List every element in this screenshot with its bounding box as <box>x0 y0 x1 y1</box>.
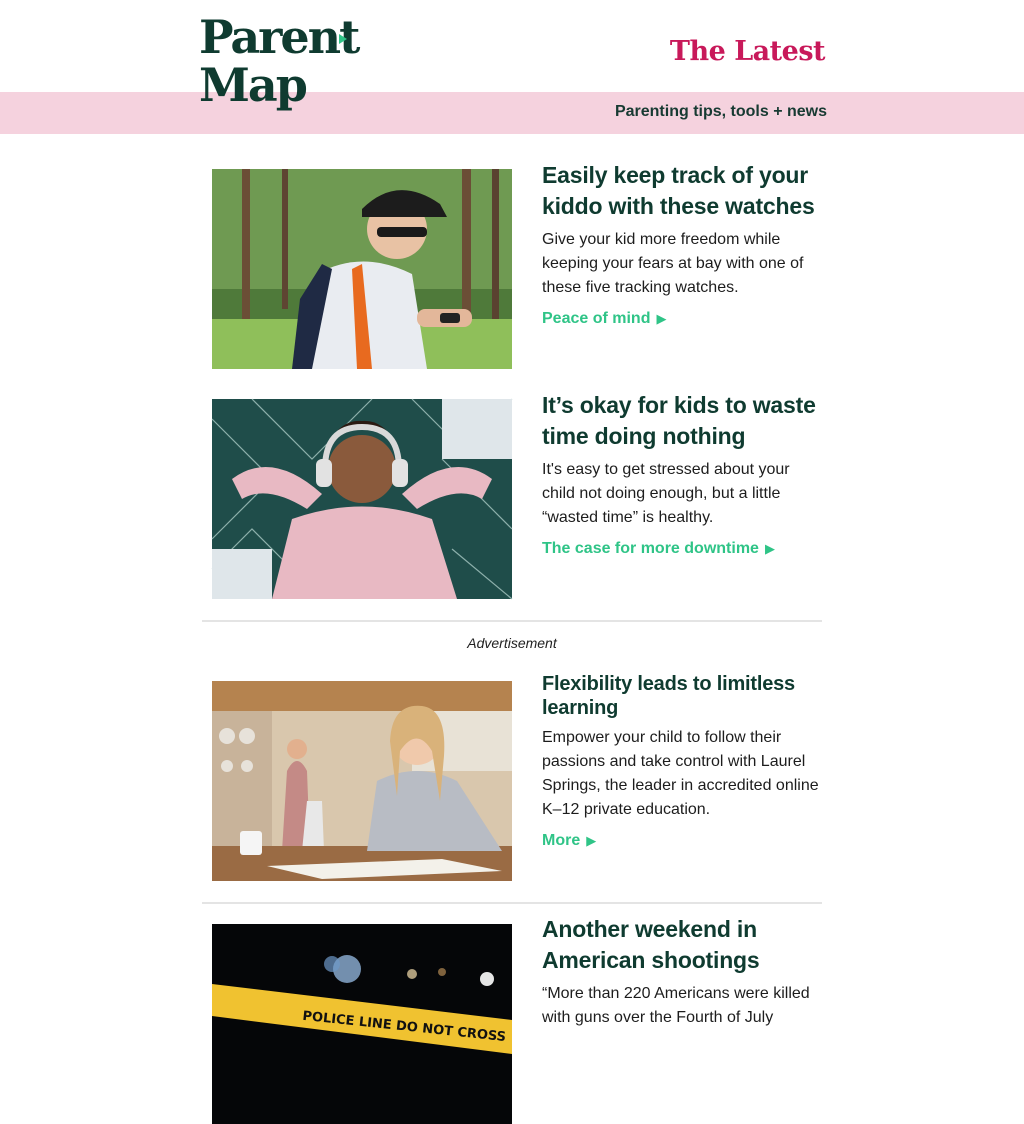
more-link[interactable] <box>542 832 596 850</box>
article-description: “More than 220 Americans were killed with guns over the Fourth of July <box>542 985 810 1026</box>
article-text <box>542 390 824 558</box>
article-title[interactable]: It’s okay for kids to waste time doing nothing <box>542 392 816 449</box>
ad-text <box>542 672 824 850</box>
play-arrow-icon: ▶ <box>586 833 597 848</box>
girl-headphones-illustration <box>212 399 512 599</box>
article-image-shootings[interactable] <box>212 924 512 1124</box>
logo-play-icon <box>339 34 347 44</box>
section-title: The Latest <box>669 36 825 67</box>
section-divider <box>202 620 822 622</box>
tagline-band <box>0 92 1024 134</box>
logo-word-map: Map <box>199 58 306 112</box>
girl-studying-illustration <box>212 681 512 881</box>
ad-description: Empower your child to follow their passions and take control with Laurel Springs, the leader in accredited online K–12 private education. <box>542 729 819 818</box>
article-description: Give your kid more freedom while keeping your fears at bay with one of these five tracking watches. <box>542 231 804 296</box>
downtime-link[interactable] <box>542 540 775 558</box>
cta-label: More <box>542 832 581 849</box>
cta-label: Peace of mind <box>542 310 651 327</box>
logo-word-parent: Parent <box>199 10 359 64</box>
parentmap-logo[interactable] <box>199 10 359 122</box>
ad-title[interactable]: Flexibility leads to limitless learning <box>542 673 795 719</box>
article-title[interactable]: Another weekend in American shootings <box>542 916 760 973</box>
article-text <box>542 160 824 328</box>
police-tape-text: POLICE LINE DO NOT CROSS <box>301 1008 507 1046</box>
advertisement-label: Advertisement <box>467 635 557 651</box>
article-image-watch[interactable] <box>212 169 512 369</box>
ad-image-learning[interactable] <box>212 681 512 881</box>
section-divider <box>202 902 822 904</box>
peace-of-mind-link[interactable] <box>542 310 666 328</box>
play-arrow-icon: ▶ <box>764 541 775 556</box>
play-arrow-icon: ▶ <box>656 311 667 326</box>
boy-smartwatch-illustration <box>212 169 512 369</box>
tagline-text: Parenting tips, tools + news <box>614 103 827 120</box>
article-description: It's easy to get stressed about your child not doing enough, but a little “wasted time” is healthy. <box>542 461 790 526</box>
cta-label: The case for more downtime <box>542 540 759 557</box>
article-image-downtime[interactable] <box>212 399 512 599</box>
article-text <box>542 914 824 1030</box>
police-tape-illustration <box>212 924 512 1124</box>
article-title[interactable]: Easily keep track of your kiddo with these watches <box>542 162 815 219</box>
